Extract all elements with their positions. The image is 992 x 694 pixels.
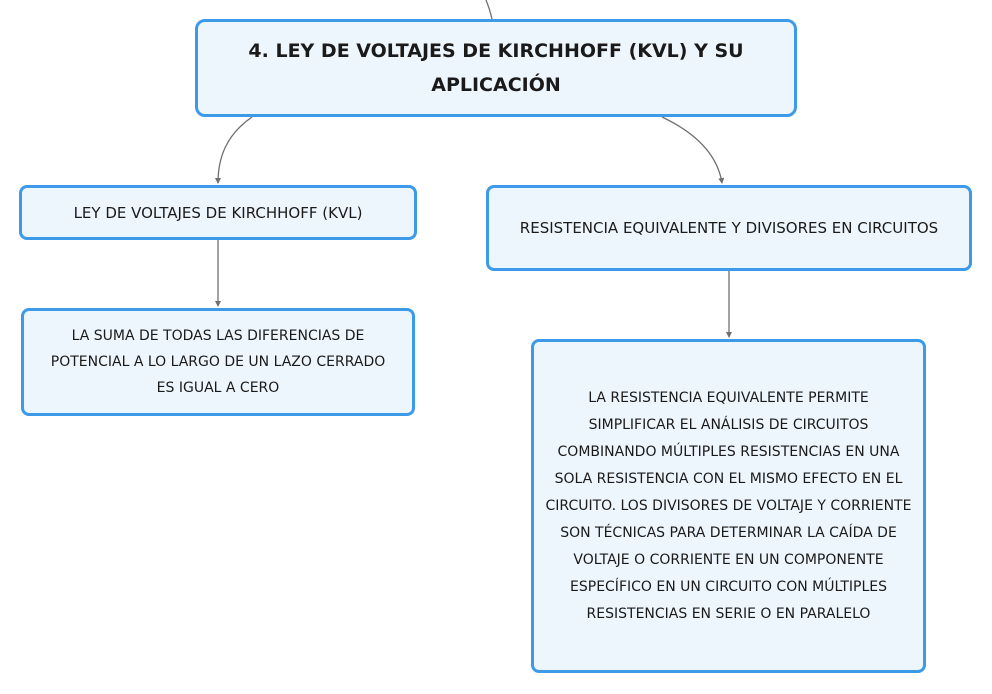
kvl-topic-label: LEY DE VOLTAJES DE KIRCHHOFF (KVL) [73,203,363,222]
equivalent-resistance-topic-label: RESISTENCIA EQUIVALENTE Y DIVISORES EN CIRCUITOS [519,218,939,237]
equivalent-resistance-detail-text: LA RESISTENCIA EQUIVALENTE PERMITE SIMPLIFICAR EL ANÁLISIS DE CIRCUITOS COMBINANDO MÚLTIPLES RESISTENCIAS EN UNA SOLA RESISTENCIA CON EL MISMO EFECTO EN EL CIRCUITO. LOS DIVISORES DE VOLTAJE Y CORRIENTE SON TÉCNICAS PARA DETERMINAR LA CAÍDA DE VOLTAJE O CORRIENTE EN UN COMPONENTE ESPECÍFICO EN UN CIRCUITO CON MÚLTIPLES RESISTENCIAS EN SERIE O EN PARALELO [545,389,912,622]
connector-parent-to-root [486,0,492,19]
connector-root-to-kvl [218,117,252,183]
kvl-topic-node[interactable] [19,185,417,240]
connector-root-to-resistance [662,117,722,183]
equivalent-resistance-detail-node[interactable] [531,339,926,673]
kvl-detail-text: LA SUMA DE TODAS LAS DIFERENCIAS DE POTENCIAL A LO LARGO DE UN LAZO CERRADO ES IGUAL A CERO [50,328,386,396]
root-topic-title: 4. LEY DE VOLTAJES DE KIRCHHOFF (KVL) Y SU APLICACIÓN [248,40,744,96]
equivalent-resistance-topic-node[interactable] [486,185,972,271]
root-topic-node[interactable] [195,19,797,117]
kvl-detail-node[interactable] [21,308,415,416]
